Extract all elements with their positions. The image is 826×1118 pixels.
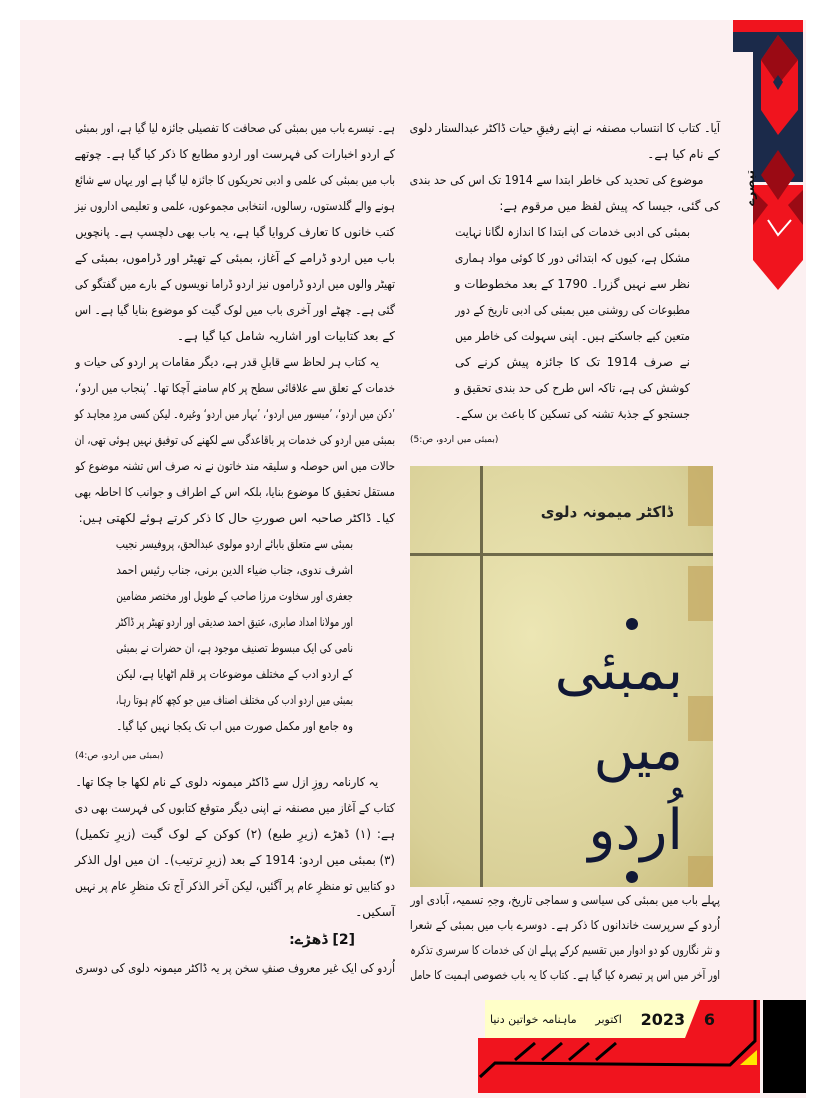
text-line: یہ کارنامہ روزِ ازل سے ڈاکٹر میمونہ دلوی کے نام لکھا جا چکا تھا۔ — [75, 775, 379, 789]
text-line: متعین کیے جاسکتے ہیں۔ اپنی سہولت کی خاطر میں — [455, 329, 690, 343]
text-line: بمبئی میں اردو ادب کی مختلف اصناف میں جو کچھ کام ہوتا رہا، — [115, 693, 354, 707]
text-line: حالات میں اس حوصلہ و سلیقہ مند خاتون نے نہ صرف اس تشنہ موضوع کو — [75, 459, 395, 473]
text-line: کتب خانوں کا تعارف کروایا گیا ہے، یہ باب بھی دلچسپ ہے۔ پانچویں — [75, 225, 395, 239]
text-line: ہے: (۱) ڈھڑے (زیرِ طبع) (۲) کوکن کے لوک گیت (زیرِ تکمیل) — [75, 827, 395, 841]
text-line: کوشش کی ہے، تاکہ اس طرح کی حد بندی تحقیق و — [454, 381, 690, 395]
text-line: موضوع کی تحدید کی خاطر ابتدا سے 1914 تک اس کی حد بندی — [409, 173, 704, 187]
text-line: بمبئی کی ادبی خدمات کی ابتدا کا اندازہ لگانا نہایت — [455, 225, 690, 239]
text-line: آیا۔ کتاب کا انتساب مصنفہ نے اپنے رفیقِ حیات ڈاکٹر عبدالستار دلوی — [409, 121, 720, 135]
paragraph-chapters-cont — [75, 115, 395, 349]
text-line: نظر سے نہیں گزرا۔ 1790 کے بعد مخطوطات و — [454, 277, 690, 291]
text-line: وہ جامع اور مکمل صورت میں اب تک یکجا نہیں کیا گیا۔ — [116, 719, 353, 733]
page-number: 6 — [703, 1010, 715, 1029]
text-line: دو کتابیں تو منظرِ عام پر آگئیں، لیکن آخر الذکر آج تک منظرِ عام پر نہیں — [74, 879, 396, 893]
issue-year: 2023 — [640, 1010, 686, 1029]
magazine-name: ماہنامہ خواتین دنیا — [490, 1013, 577, 1026]
text-line: کتاب کے آغاز میں مصنفہ نے اپنی دیگر متوقع کتابوں کی فہرست بھی دی — [74, 801, 395, 815]
text-line: باب میں بمبئی کی علمی و ادبی تحریکوں کا جائزہ لیا گیا ہے اور یہاں سے شائع — [74, 173, 396, 187]
text-line: پہلے باب میں بمبئی کی سیاسی و سماجی تاریخ، وجہِ تسمیہ، آبادی اور — [410, 893, 720, 907]
quote-citation: (بمبئی میں اردو، ص:4) — [75, 751, 164, 761]
text-line: کے نام کیا ہے۔ — [647, 147, 720, 161]
block-quote — [455, 219, 690, 427]
text-line: اور مولانا امداد صابری، عتیق احمد صدیقی اور اردو تھیٹر پر ڈاکٹر — [116, 615, 353, 629]
text-line: (۳) بمبئی میں اردو: 1914 کے بعد (زیرِ ترتیب)۔ ان میں اول الذکر — [75, 853, 395, 867]
text-line: جستجو کے جذبۂ تشنہ کی تسکین کا باعث بن سکے۔ — [454, 407, 690, 421]
text-line: و نثر نگاروں کو دو ادوار میں تقسیم کرکے پہلے ان کی خدمات کا سرسری تذکرہ — [410, 943, 720, 957]
cover-title-1: بمبئی — [554, 638, 683, 703]
section-heading: [2] ڈھڑے: — [289, 932, 355, 948]
text-line: کے بعد کتابیات اور اشاریہ شامل کیا گیا ہے۔ — [176, 329, 395, 343]
text-line: خدمات کے تعلق سے علاقائی سطح پر کام سامنے آچکا تھا۔ ’پنجاب میں اردو‘، — [74, 381, 395, 395]
text-line: مطبوعات کی روشنی میں بمبئی کی ادبی تاریخ کے دور — [455, 303, 690, 317]
book-cover-image — [410, 466, 713, 887]
right-column — [410, 115, 720, 453]
right-column-bottom — [410, 888, 720, 988]
paragraph-assessment — [75, 349, 395, 531]
text-line: نے صرف 1914 تک کا جائزہ پیش کرنے کی — [455, 355, 690, 369]
text-line: مشکل ہے، کیوں کہ ابتدائی دور کا کوئی مواد ہماری — [454, 251, 690, 265]
text-line: کے اردو ادب کے مختلف موضوعات پر قلم اٹھایا ہے، لیکن — [116, 667, 353, 681]
paragraph-other-books — [75, 769, 395, 925]
text-line: ’دکن میں اردو‘، ’میسور میں اردو‘، ’بہار میں اردو‘ وغیرہ۔ لیکن کسی مردِ مجاہد کو — [74, 407, 396, 421]
text-line: مستقل تحقیق کا موضوع بنایا، بلکہ اس کے اطراف و جوانب کا احاطہ بھی — [74, 485, 395, 499]
quote-citation: (بمبئی میں اردو، ص:5) — [410, 435, 499, 445]
text-line: بمبئی سے متعلق بابائے اردو مولوی عبدالحق، پروفیسر نجیب — [115, 537, 353, 551]
text-line: ہونے والے گلدستوں، رسالوں، انتخابی مجموعوں، علمی و تعلیمی اداروں نیز — [74, 199, 395, 213]
issue-month: اکتوبر — [595, 1013, 622, 1026]
section-tab-label: تبصرے — [743, 170, 757, 206]
footer-info — [490, 1008, 715, 1032]
text-line: کے اردو اخبارات کی فہرست اور اردو مطابع کا ذکر کیا گیا ہے۔ چوتھے — [74, 147, 395, 161]
cover-title-3: اُردو — [588, 798, 683, 863]
paragraph-scope — [410, 167, 720, 219]
block-quote — [116, 531, 353, 739]
paragraph-dedication — [410, 115, 720, 167]
text-line: اشرف ندوی، جناب ضیاء الدین برنی، جناب رئیس احمد — [116, 563, 353, 577]
text-line: یہ کتاب ہر لحاظ سے قابلِ قدر ہے، دیگر مقامات پر اردو کی حیات و — [75, 355, 379, 369]
text-line: کیا۔ ڈاکٹر صاحبہ اس صورتِ حال کا ذکر کرتے ہوئے لکھتی ہیں: — [78, 511, 395, 525]
text-line: اُردو کے سرپرست خاندانوں کا ذکر ہے۔ دوسرے باب میں بمبئی کے شعرا — [409, 918, 720, 932]
paragraph-dhadhre — [75, 955, 395, 981]
text-line: جعفری اور سخاوت مرزا صاحب کے طویل اور مختصر مضامین — [116, 589, 353, 603]
text-line: کی گئی، جیسا کہ پیش لفظ میں مرقوم ہے: — [499, 199, 720, 213]
text-line: تھیٹر والوں میں اردو ڈراموں نیز اردو ڈراما نویسوں کے بارے میں گفتگو کی — [74, 277, 395, 291]
text-line: باب میں اردو ڈرامے کے آغاز، بمبئی کے تھیٹر اور ڈراموں، بمبئی کے — [74, 251, 395, 265]
section-tab-ornament — [733, 20, 803, 290]
text-line: ہے۔ تیسرے باب میں بمبئی کی صحافت کا تفصیلی جائزہ لیا گیا ہے، اور بمبئی — [75, 121, 395, 135]
paragraph-chapters — [410, 888, 720, 988]
text-line: گئی ہے۔ چھٹے اور آخری باب میں لوک گیت کو موضوع بنایا گیا ہے۔ اس — [74, 303, 395, 317]
text-line: نامی کی ایک مبسوط تصنیف موجود ہے، ان حضرات نے بمبئی — [116, 641, 353, 655]
left-column — [75, 115, 395, 981]
text-line: آسکیں۔ — [355, 905, 395, 919]
text-line: بمبئی میں اردو کی خدمات پر باقاعدگی سے لکھنے کی توفیق نہیں ہوئی تھی، ان — [74, 433, 395, 447]
text-line: اُردو کی ایک غیر معروف صنفِ سخن پر یہ ڈاکٹر میمونہ دلوی کی دوسری — [75, 961, 395, 975]
cover-author: ڈاکٹر میمونہ دلوی — [540, 503, 673, 521]
cover-title-2: میں — [593, 718, 683, 783]
text-line: اور آخر میں اس پر تبصرہ کیا گیا ہے۔ کتاب کا یہ باب خصوصی اہمیت کا حامل — [410, 968, 720, 982]
